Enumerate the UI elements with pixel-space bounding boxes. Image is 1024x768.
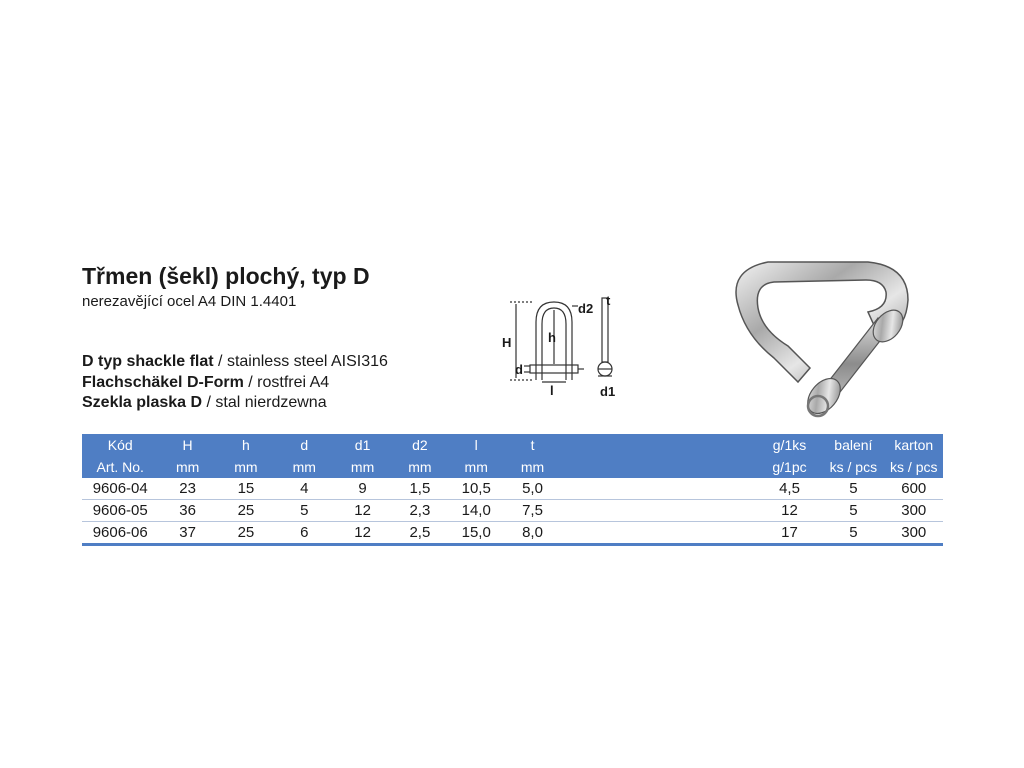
col-subheader-h: mm <box>234 459 258 475</box>
table-cell: 6 <box>300 524 309 541</box>
col-header-spacer <box>561 434 757 456</box>
table-cell: 37 <box>179 524 196 541</box>
description-german: Flachschäkel D-Form / rostfrei A4 <box>82 373 330 391</box>
dim-label-l: l <box>550 383 554 398</box>
table-cell: 10,5 <box>461 480 491 497</box>
description-lines <box>82 352 388 414</box>
table-row <box>82 522 943 545</box>
table-cell: 4,5 <box>779 480 800 497</box>
dim-label-H: H <box>502 335 512 350</box>
col-subheader-code: Art. No. <box>96 459 144 475</box>
col-header-H: H <box>182 437 193 453</box>
table-cell: 1,5 <box>409 480 431 497</box>
table-cell: 23 <box>179 480 196 497</box>
table-header-row <box>82 434 943 456</box>
table-cell: 17 <box>781 524 798 541</box>
col-subheader-l: mm <box>464 459 488 475</box>
col-header-h: h <box>242 437 250 453</box>
col-subheader-weight: g/1pc <box>772 459 807 475</box>
product-title: Třmen (šekl) plochý, typ D <box>82 263 370 289</box>
specification-table <box>82 434 943 546</box>
table-cell <box>561 478 757 500</box>
table-cell: 5 <box>849 502 858 519</box>
table-cell: 300 <box>901 502 927 519</box>
table-header-row <box>82 456 943 478</box>
table-cell: 5 <box>849 524 858 541</box>
product-subtitle: nerezavějící ocel A4 DIN 1.4401 <box>82 293 297 310</box>
table-cell: 5 <box>300 502 309 519</box>
col-header-weight: g/1ks <box>772 437 807 453</box>
shackle-dimension-diagram <box>496 292 630 400</box>
table-cell: 7,5 <box>522 502 543 519</box>
table-cell: 15,0 <box>461 524 491 541</box>
table-cell: 600 <box>901 480 927 497</box>
table-cell: 25 <box>237 502 255 519</box>
table-row <box>82 478 943 500</box>
dim-label-t: t <box>606 293 611 308</box>
table-cell: 300 <box>901 524 927 541</box>
table-cell: 9606-04 <box>92 480 148 497</box>
description-english: D typ shackle flat / stainless steel AISI316 <box>82 353 388 370</box>
col-header-l: l <box>474 437 478 453</box>
table-cell: 4 <box>300 480 309 497</box>
col-header-d: d <box>300 437 309 453</box>
table-cell: 5,0 <box>522 480 543 497</box>
table-cell: 9606-06 <box>92 524 148 541</box>
col-subheader-d2: mm <box>408 459 432 475</box>
shackle-product-photo <box>718 250 918 430</box>
col-subheader-d: mm <box>292 459 316 475</box>
col-subheader-spacer <box>561 456 757 478</box>
table-cell <box>561 500 757 522</box>
description-polish: Szekla plaska D / stal nierdzewna <box>82 394 327 411</box>
table-cell: 2,3 <box>409 502 431 519</box>
table-cell: 5 <box>849 480 858 497</box>
col-header-t: t <box>530 437 535 453</box>
dim-label-h: h <box>548 330 556 345</box>
table-cell: 36 <box>179 502 196 519</box>
table-cell: 9606-05 <box>92 502 148 519</box>
col-header-pack: balení <box>834 437 873 453</box>
table-cell: 8,0 <box>522 524 543 541</box>
col-subheader-d1: mm <box>350 459 375 475</box>
dim-label-d: d <box>515 362 523 377</box>
table-cell: 12 <box>354 524 371 541</box>
table-cell: 15 <box>237 480 255 497</box>
dim-label-d1: d1 <box>600 384 616 399</box>
col-header-d2: d2 <box>412 437 428 453</box>
col-subheader-carton: ks / pcs <box>890 459 938 475</box>
table-cell <box>561 522 757 545</box>
table-cell: 9 <box>358 480 367 497</box>
col-header-code: Kód <box>107 437 133 453</box>
col-subheader-pack: ks / pcs <box>829 459 878 475</box>
table-cell: 25 <box>237 524 255 541</box>
table-cell: 2,5 <box>409 524 431 541</box>
col-header-d1: d1 <box>354 437 371 453</box>
table-row <box>82 500 943 522</box>
table-cell: 12 <box>354 502 371 519</box>
dim-label-d2: d2 <box>578 301 594 316</box>
col-subheader-t: mm <box>520 459 545 475</box>
table-cell: 12 <box>781 502 798 519</box>
col-header-carton: karton <box>894 437 934 453</box>
table-cell: 14,0 <box>461 502 491 519</box>
col-subheader-H: mm <box>175 459 200 475</box>
